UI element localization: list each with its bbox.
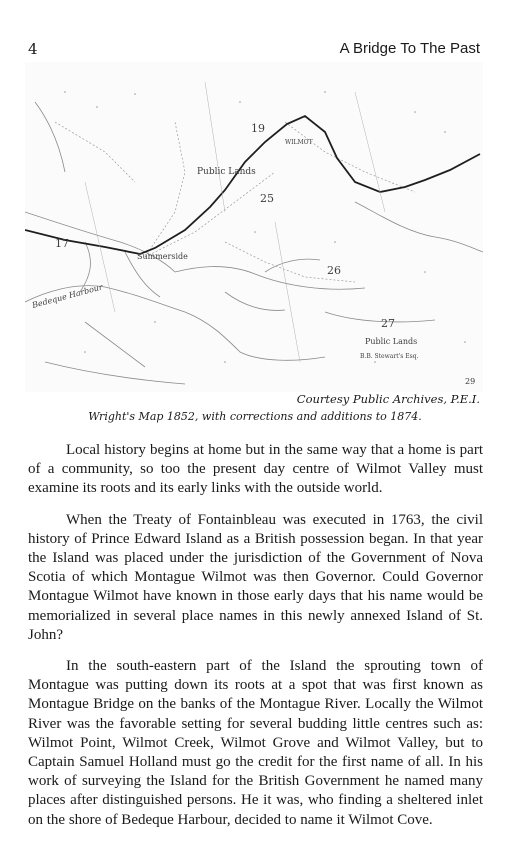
map-label-public-lands: Public Lands: [197, 167, 256, 177]
map-label-stewart: B.B. Stewart's Esq.: [360, 353, 419, 360]
running-head: A Bridge To The Past: [339, 40, 480, 57]
map-label-bedeque-harbour: Bedeque Harbour: [31, 282, 104, 310]
paragraph-2: When the Treaty of Fontainbleau was executed in 1763, the civil history of Prince Edward Island as a British possession began. In that year the Island was placed under the jurisdiction of the Government of Nova Scotia of which Montague Wilmot was then Governor. Could Governor Montague Wilmot have known in those early days that his name would be memorialized in several place names in this newly annexed Island of St. John?: [28, 511, 483, 643]
map-label-17: 17: [55, 237, 69, 250]
map-credit: Courtesy Public Archives, P.E.I.: [296, 392, 480, 406]
map-label-27: 27: [381, 317, 395, 330]
page-header: [28, 40, 480, 60]
paragraph-1: Local history begins at home but in the same way that a home is part of a community, so too the present day centre of Wilmot Valley must examine its roots and its early links with the outside world.: [28, 442, 483, 497]
map-label-public-lands-2: Public Lands: [365, 337, 418, 346]
body-text: [28, 441, 483, 842]
page-number: 4: [28, 40, 38, 58]
historical-map: [25, 62, 483, 392]
map-label-26: 26: [327, 264, 341, 277]
map-illustration: [25, 62, 483, 392]
map-label-19: 19: [251, 122, 265, 135]
map-label-25: 25: [260, 192, 274, 205]
map-caption: Wright's Map 1852, with corrections and additions to 1874.: [88, 410, 422, 423]
map-label-summerside: Summerside: [137, 252, 188, 261]
map-label-wilmot: WILMOT: [285, 139, 313, 146]
paragraph-3: In the south-eastern part of the Island the sprouting town of Montague was putting down its roots at a spot that was first known as Montague Bridge on the banks of the Montague River. Locally the Wilmot River was the favorable setting for several budding little centres such as: Wilmot Point, Wilmot Creek, Wilmot Grove and Wilmot Valley, but to Captain Samuel Holland must go the credit for the first name of all. In his work of surveying the Island for the British Government he named many places after distinguished persons. He it was, who finding a sheltered inlet on the shore of Bedeque Harbour, decided to name it Wilmot Cove.: [28, 658, 483, 828]
map-label-29: 29: [465, 377, 476, 386]
